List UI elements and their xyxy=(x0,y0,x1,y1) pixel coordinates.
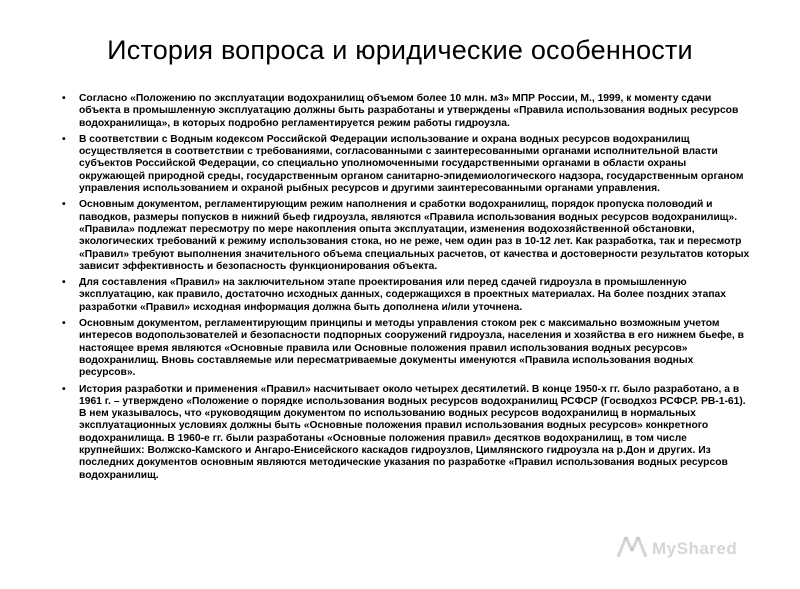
bullet-item xyxy=(62,277,752,314)
bullet-text: В соответствии с Водным кодексом Российской Федерации использование и охрана водных ресурсов водохранилищ осуществляется в соответствии с требованиями, согласованными с заинтересованными органами исполнительной власти субъектов Российской Федерации, со специально уполномоченными государственными органами в области охраны окружающей природной среды, государственным органом санитарно-эпидемиологического надзора, государственным органом управления использованием и охраной рыбных ресурсов и другими заинтересованными органами управления. xyxy=(79,133,744,195)
bullet-text: Согласно «Положению по эксплуатации водохранилищ объемом более 10 млн. м3» МПР России, М., 1999, к моменту сдачи объекта в промышленную эксплуатацию должны быть разработаны и утверждены «Правила использования водных ресурсов водохранилища», в которых подробно регламентируется режим работы гидроузла. xyxy=(79,93,739,129)
bullet-text: Основным документом, регламентирующим принципы и методы управления стоком рек с максимально возможным учетом интересов водопользователей и безопасности подпорных сооружений гидроузла, населения и хозяйства в его нижнем бьефе, в настоящее время являются «Основные правила или Основные положения правил использования водных ресурсов» водохранилищ. Вновь составляемые или пересматриваемые документы именуются «Правила использования водных ресурсов». xyxy=(79,318,744,379)
watermark-text: MyShared xyxy=(652,539,738,558)
bullet-text: Основным документом, регламентирующим режим наполнения и сработки водохранилищ, порядок пропуска половодий и паводков, размеры попусков в нижний бьеф гидроузла, являются «Правила использования водных ресурсов водохранилищ». «Правила» подлежат пересмотру по мере накопления опыта эксплуатации, изменения водохозяйственной обстановки, экологических требований к режиму использования стока, но не реже, чем один раз в 10-12 лет. Как разработка, так и пересмотр «Правил» требуют выполнения значительного объема специальных расчетов, от качества и достоверности результатов которых зависит эффективность и безопасность функционирования объекта. xyxy=(79,199,750,272)
bullet-icon: • xyxy=(62,93,66,104)
bullet-item xyxy=(62,93,752,130)
watermark-icon xyxy=(612,533,652,561)
bullet-icon: • xyxy=(62,383,66,395)
slide-title: История вопроса и юридические особенности xyxy=(107,35,693,65)
bullet-item xyxy=(62,134,752,195)
bullet-icon: • xyxy=(62,277,66,289)
bullet-list xyxy=(62,93,752,486)
bullet-text: История разработки и применения «Правил» насчитывает около четырех десятилетий. В конце 1950-х гг. было разработано, а в 1961 г. – утверждено «Положение о порядке использования водных ресурсов водохранилищ РСФСР (Госводхоз РСФСР. РВ-1-61). В нем указывалось, что «руководящим документом по использованию водных ресурсов водохранилищ в нормальных эксплуатационных условиях должны быть «Основные положения правил использования водных ресурсов» конкретного водохранилища. В 1960-е гг. были разработаны «Основные положения правил» десятков водохранилищ, в том числе крупнейших: Волжско-Камского и Ангаро-Енисейского каскадов гидроузлов, Цимлянского гидроузла на р.Дон и других. Из последних документов основным являются методические указания по разработке «Правил использования водных ресурсов водохранилищ. xyxy=(79,383,746,481)
bullet-icon: • xyxy=(62,318,66,330)
bullet-item xyxy=(62,199,752,273)
bullet-icon: • xyxy=(62,133,66,145)
bullet-item xyxy=(62,318,752,379)
bullet-text: Для составления «Правил» на заключительном этапе проектирования или перед сдачей гидроузла в промышленную эксплуатацию, как правило, достаточно исходных данных, содержащихся в проектных материалах. На более поздних этапах разработки «Правил» исходная информация должна быть дополнена и/или уточнена. xyxy=(79,277,727,313)
bullet-item xyxy=(62,384,752,482)
bullet-icon: • xyxy=(62,199,66,211)
watermark-logo xyxy=(612,533,772,561)
